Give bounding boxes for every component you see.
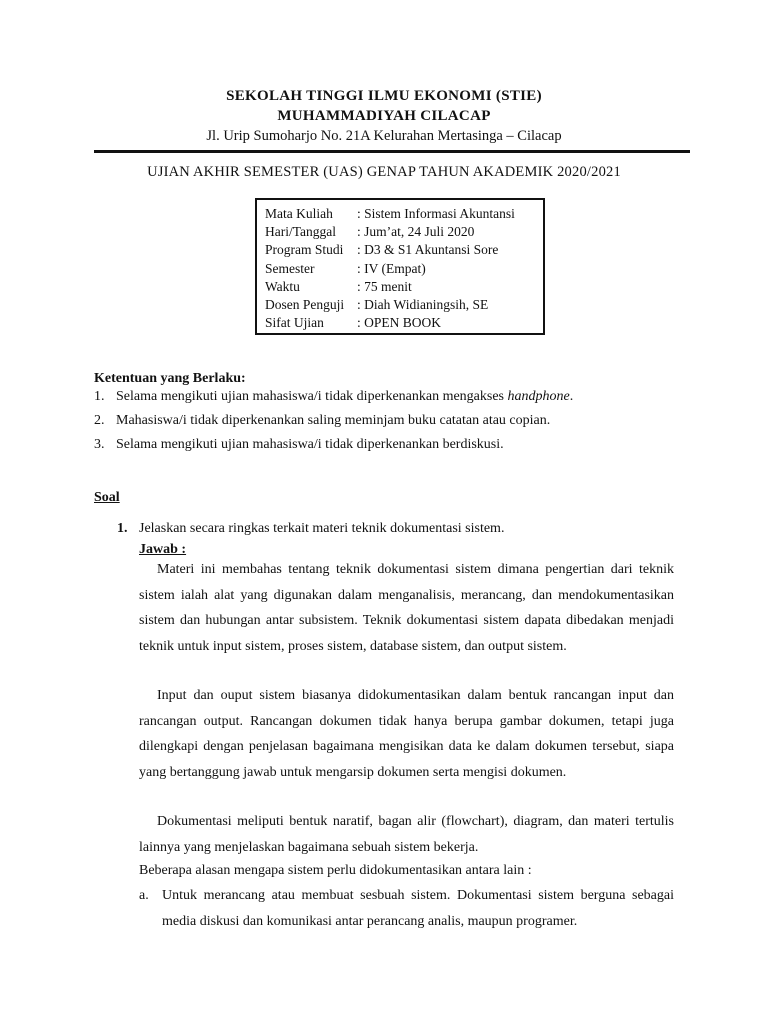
reason-text: Untuk merancang atau membuat sesbuah sistem. Dokumentasi sistem berguna sebagai media diskusi dan komunikasi antar perancang analis, maupun programer. [162, 888, 674, 929]
info-row-semester [265, 260, 543, 278]
rule-text: Mahasiswa/i tidak diperkenankan saling meminjam buku catatan atau copian. [116, 413, 551, 428]
info-label: Hari/Tanggal [265, 224, 337, 240]
info-label: Sifat Ujian [265, 315, 324, 331]
answer-paragraph-1: Materi ini membahas tentang teknik dokumentasi sistem dimana pengertian dari teknik sistem ialah alat yang digunakan dalam menganalisis, merancang, dan mendokumentasikan sistem dan hubungan antar subsistem. Teknik dokumentasi sistem dapata dibedakan menjadi teknik untuk input sistem, proses sistem, database sistem, dan output sistem. [139, 562, 674, 654]
institution-address: Jl. Urip Sumoharjo No. 21A Kelurahan Mertasinga – Cilacap [206, 128, 562, 144]
info-value: : 75 menit [357, 278, 412, 294]
rule-text-emphasis: handphone [507, 389, 570, 404]
reason-letter: a. [139, 888, 149, 903]
rule-item [94, 389, 694, 405]
rule-text [116, 389, 573, 405]
question-number: 1. [117, 521, 128, 536]
info-label: Dosen Penguji [265, 297, 345, 313]
info-row-course [265, 205, 543, 223]
info-label: Program Studi [265, 242, 344, 258]
institution-name-line1: SEKOLAH TINGGI ILMU EKONOMI (STIE) [226, 88, 542, 104]
info-row-duration [265, 278, 543, 296]
exam-title: UJIAN AKHIR SEMESTER (UAS) GENAP TAHUN AKADEMIK 2020/2021 [147, 164, 621, 180]
document-header [0, 86, 768, 146]
rules-heading: Ketentuan yang Berlaku: [94, 371, 246, 386]
exam-info-box [255, 198, 545, 335]
info-label: Waktu [265, 278, 300, 294]
rule-number: 1. [94, 389, 105, 404]
question-text: Jelaskan secara ringkas terkait materi teknik dokumentasi sistem. [139, 521, 505, 536]
info-value: : D3 & S1 Akuntansi Sore [357, 242, 499, 258]
rule-text-tail: . [569, 389, 574, 404]
info-value: : OPEN BOOK [357, 315, 442, 331]
header-divider [94, 150, 690, 153]
exam-rules [94, 370, 694, 453]
answer-paragraph-3: Dokumentasi meliputi bentuk naratif, bagan alir (flowchart), diagram, dan materi tertulis lainnya yang menjelaskan bagaimana sebuah sistem bekerja. [139, 814, 674, 855]
info-value: : Sistem Informasi Akuntansi [357, 206, 515, 221]
info-row-date [265, 223, 543, 241]
questions-heading: Soal [94, 490, 120, 505]
info-value: : Jum’at, 24 Juli 2020 [357, 224, 475, 240]
info-row-program [265, 241, 543, 259]
answer-label: Jawab : [139, 542, 187, 557]
info-value: : Diah Widianingsih, SE [357, 297, 489, 313]
rule-text-main: Selama mengikuti ujian mahasiswa/i tidak diperkenankan mengakses [116, 389, 508, 404]
info-value: : IV (Empat) [357, 260, 426, 276]
rule-number: 2. [94, 413, 105, 428]
reason-item-a [139, 883, 674, 934]
rule-item [94, 437, 694, 453]
info-row-examiner [265, 296, 543, 314]
answer-paragraph-2: Input dan ouput sistem biasanya didokumentasikan dalam bentuk rancangan input dan rancangan output. Rancangan dokumen tidak hanya berupa gambar dokumen, tetapi juga dilengkapi dengan penjelasan bagaimana mengisikan data ke dalam dokumen tersebut, siapa yang bertanggung jawab untuk mengarsip dokumen serta mengisi dokumen. [139, 688, 674, 780]
info-row-exam-type [265, 314, 543, 332]
question-1 [117, 521, 504, 537]
info-label: Semester [265, 260, 315, 276]
institution-name-line2: MUHAMMADIYAH CILACAP [277, 108, 491, 124]
rule-text: Selama mengikuti ujian mahasiswa/i tidak diperkenankan berdiskusi. [116, 437, 504, 452]
rule-number: 3. [94, 437, 105, 452]
rule-item [94, 413, 694, 429]
answer-paragraph-4: Beberapa alasan mengapa sistem perlu didokumentasikan antara lain : [139, 863, 532, 878]
info-label: Mata Kuliah [265, 206, 333, 221]
